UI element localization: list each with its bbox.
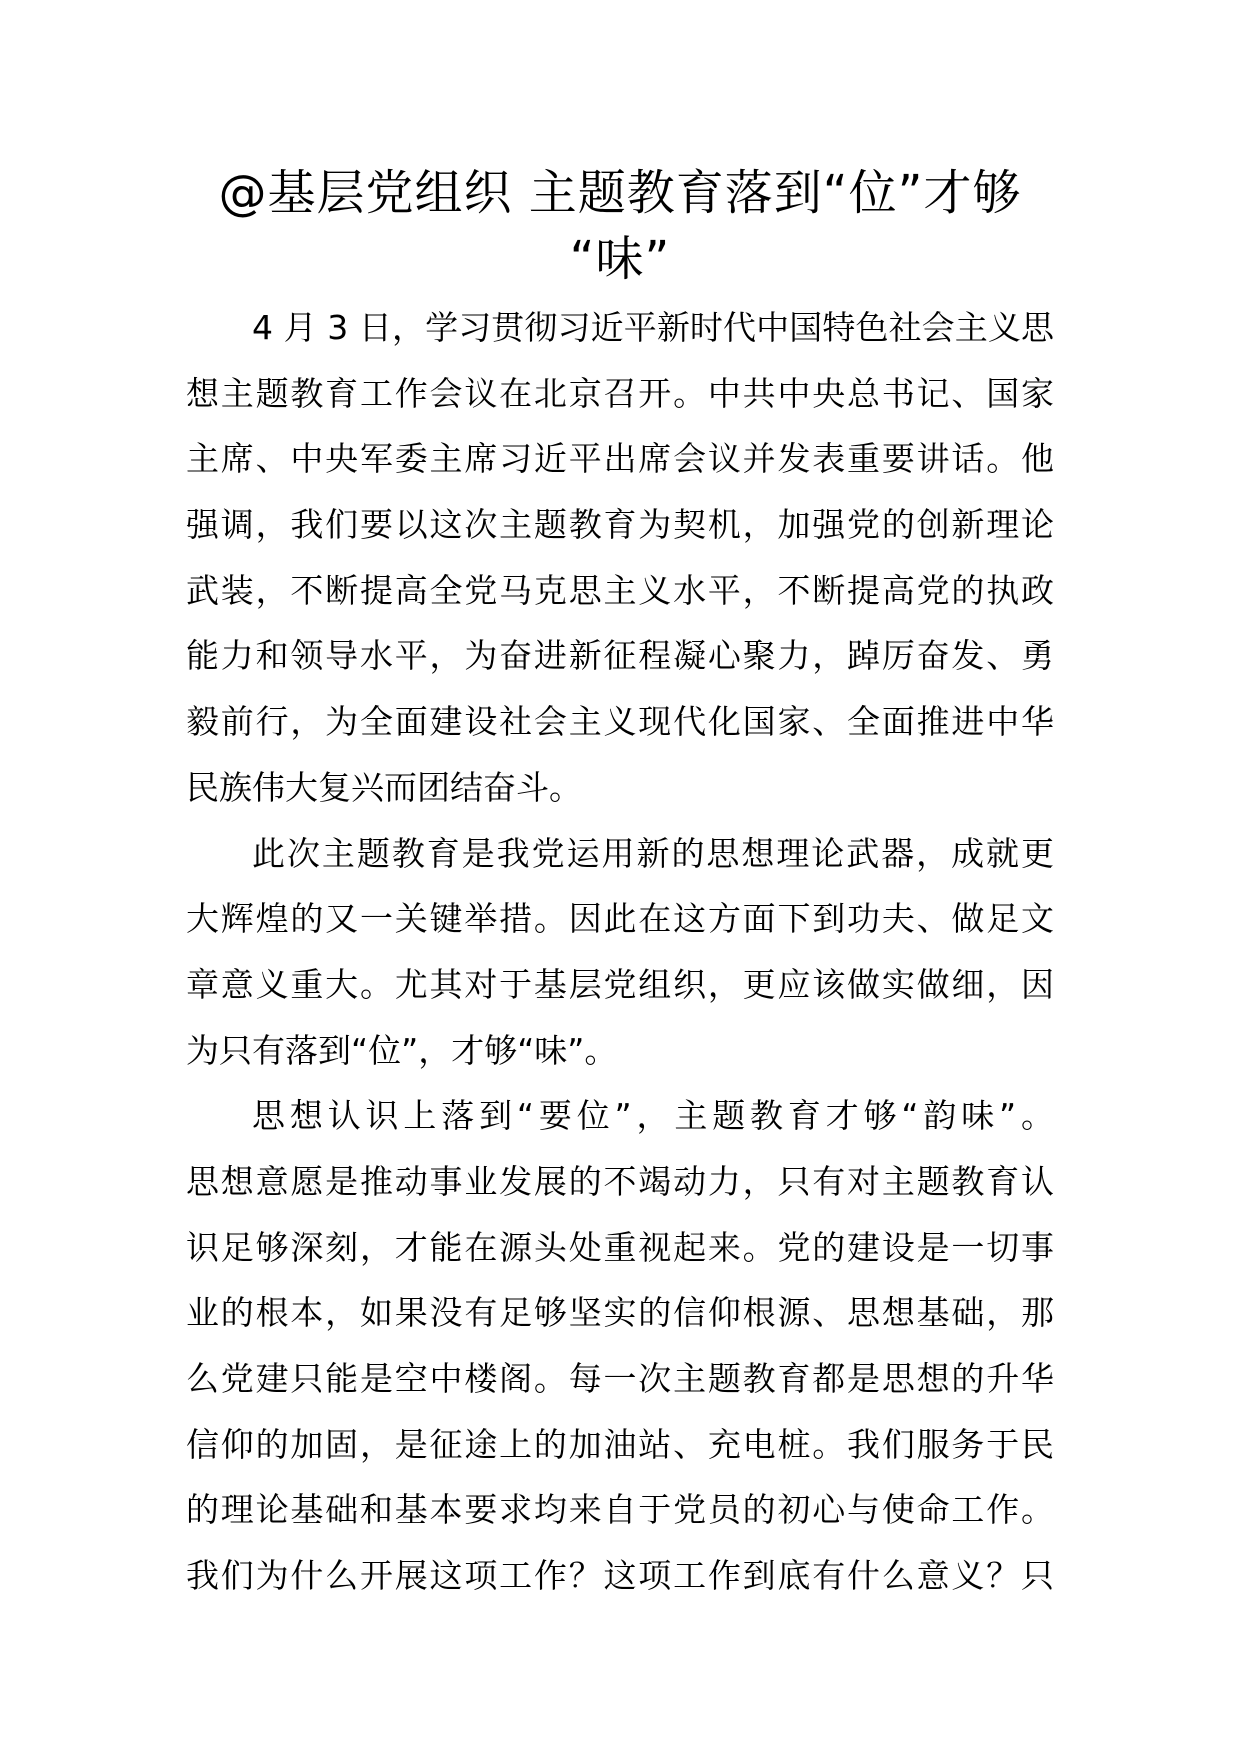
text-line: 的理论基础和基本要求均来自于党员的初心与使命工作。	[186, 1490, 1054, 1530]
text-line: 此次主题教育是我党运用新的思想理论武器，成就更	[252, 833, 1054, 873]
text-line: 为只有落到“位”，才够“味”。	[186, 1030, 618, 1070]
document-title	[186, 160, 1054, 292]
text-line: 么党建只能是空中楼阁。每一次主题教育都是思想的升华	[186, 1359, 1054, 1398]
text-line: 思想意愿是推动事业发展的不竭动力，只有对主题教育认	[186, 1161, 1054, 1201]
paragraph-3	[186, 1083, 1054, 1609]
text-line: 民族伟大复兴而团结奋斗。	[186, 767, 582, 807]
text-line: 武装，不断提高全党马克思主义水平，不断提高党的执政	[186, 570, 1054, 610]
text-line: 我们为什么开展这项工作？这项工作到底有什么意义？只	[186, 1556, 1054, 1596]
text-line: 章意义重大。尤其对于基层党组织，更应该做实做细，因	[186, 964, 1054, 1004]
text-line: 大辉煌的又一关键举措。因此在这方面下到功夫、做足文	[186, 899, 1054, 939]
text-line: 能力和领导水平，为奋进新征程凝心聚力，踔厉奋发、勇	[186, 636, 1054, 676]
text-line: 信仰的加固，是征途上的加油站、充电桩。我们服务于民	[186, 1424, 1054, 1464]
paragraph-2	[186, 821, 1054, 1084]
title-line-2: “味”	[569, 231, 671, 287]
paragraph-1	[186, 295, 1054, 821]
text-line: 4 月 3 日，学习贯彻习近平新时代中国特色社会主义思	[252, 308, 1054, 347]
text-line: 强调，我们要以这次主题教育为契机，加强党的创新理论	[186, 505, 1054, 545]
text-line: 识足够深刻，才能在源头处重视起来。党的建设是一切事	[186, 1227, 1054, 1267]
text-line: 想主题教育工作会议在北京召开。中共中央总书记、国家	[186, 373, 1054, 413]
text-line: 业的根本，如果没有足够坚实的信仰根源、思想基础，那	[186, 1293, 1054, 1333]
document-body	[186, 295, 1054, 1609]
text-line: 主席、中央军委主席习近平出席会议并发表重要讲话。他	[186, 439, 1054, 479]
text-line: 毅前行，为全面建设社会主义现代化国家、全面推进中华	[186, 702, 1054, 742]
title-line-1: @基层党组织 主题教育落到“位”才够	[218, 165, 1022, 221]
text-line: 思想认识上落到“要位”，主题教育才够“韵味”。	[252, 1096, 1054, 1136]
